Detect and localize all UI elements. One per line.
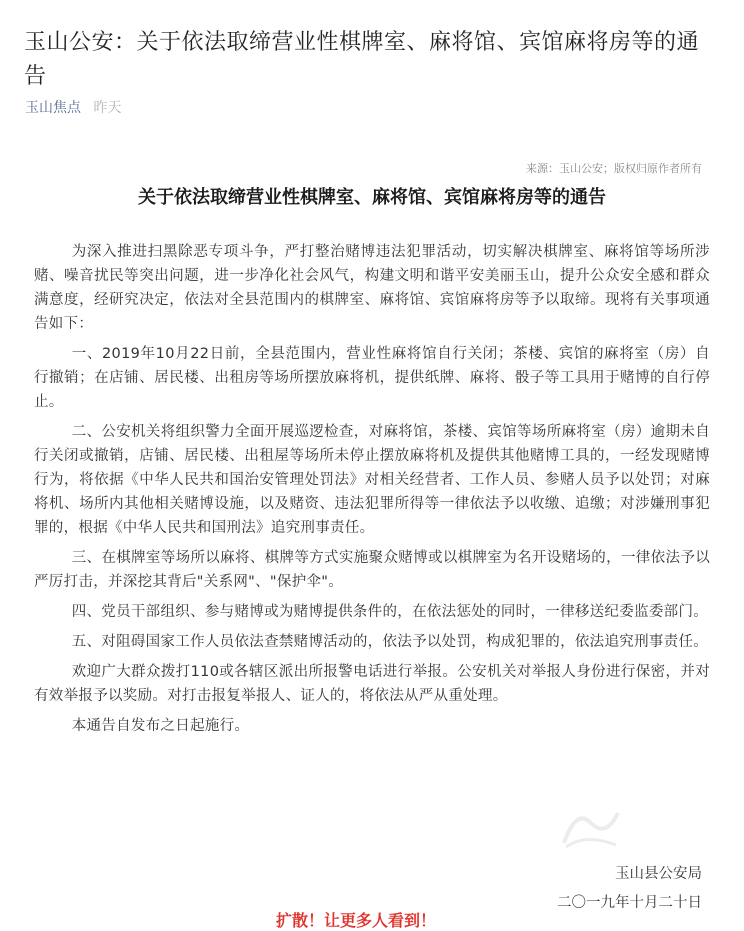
signature-block — [557, 862, 702, 920]
notice-heading: 关于依法取缔营业性棋牌室、麻将馆、宾馆麻将房等的通告 — [138, 187, 606, 208]
item-paragraph-5: 五、对阻碍国家工作人员依法查禁赌博活动的，依法予以处罚，构成犯罪的，依法追究刑事责任。 — [71, 634, 709, 650]
share-call-text: 扩散！让更多人看到！ — [276, 911, 437, 930]
account-name-link[interactable]: 玉山焦点 — [25, 100, 81, 116]
intro-paragraph: 为深入推进扫黑除恶专项斗争，严打整治赌博违法犯罪活动，切实解决棋牌室、麻将馆等场所涉赌、噪音扰民等突出问题，进一步净化社会风气，构建文明和谐平安美丽玉山，提升公众安全感和群众满意度，经研究决定，依法对全县范围内的棋牌室、麻将馆、宾馆麻将房等予以取缔。现将有关事项通告如下： — [34, 244, 710, 332]
effective-paragraph: 本通告自发布之日起施行。 — [71, 718, 250, 734]
item-paragraph-4: 四、党员干部组织、参与赌博或为赌博提供条件的，在依法惩处的同时，一律移送纪委监委部门。 — [71, 604, 709, 620]
item-paragraph-2: 二、公安机关将组织警力全面开展巡逻检查，对麻将馆，茶楼、宾馆等场所麻将室（房）逾期未自行关闭或撤销，店铺、居民楼、出租屋等场所未停止摆放麻将机及提供其他赌博工具的，一经发现赌博行为，将依据《中华人民共和国治安管理处罚法》对相关经营者、工作人员、参赌人员予以处罚；对麻将机、场所内其他相关赌博设施，以及赌资、违法犯罪所得等一律依法予以收缴、追缴；对涉嫌刑事犯罪的，根据《中华人民共和国刑法》追究刑事责任。 — [34, 424, 710, 536]
issue-date: 二〇一九年十月二十日 — [557, 895, 702, 911]
publish-time: 昨天 — [93, 100, 122, 116]
item-paragraph-3: 三、在棋牌室等场所以麻将、棋牌等方式实施聚众赌博或以棋牌室为名开设赌场的，一律依法予以严厉打击，并深挖其背后"关系网"、"保护伞"。 — [34, 550, 710, 590]
article-meta — [25, 98, 121, 118]
article-title: 玉山公安：关于依法取缔营业性棋牌室、麻将馆、宾馆麻将房等的通告 — [24, 30, 700, 89]
watermark-icon — [556, 803, 626, 853]
issuer: 玉山县公安局 — [615, 866, 702, 882]
source-note: 来源：玉山公安；版权归原作者所有 — [526, 162, 702, 175]
notice-body — [34, 240, 710, 744]
report-paragraph: 欢迎广大群众拨打110或各辖区派出所报警电话进行举报。公安机关对举报人身份进行保密，并对有效举报予以奖励。对打击报复举报人、证人的，将依法从严从重处理。 — [34, 664, 710, 704]
item-paragraph-1: 一、2019年10月22日前，全县范围内，营业性麻将馆自行关闭；茶楼、宾馆的麻将室（房）自行撤销；在店铺、居民楼、出租房等场所摆放麻将机，提供纸牌、麻将、骰子等工具用于赌博的自行停止。 — [34, 346, 710, 410]
